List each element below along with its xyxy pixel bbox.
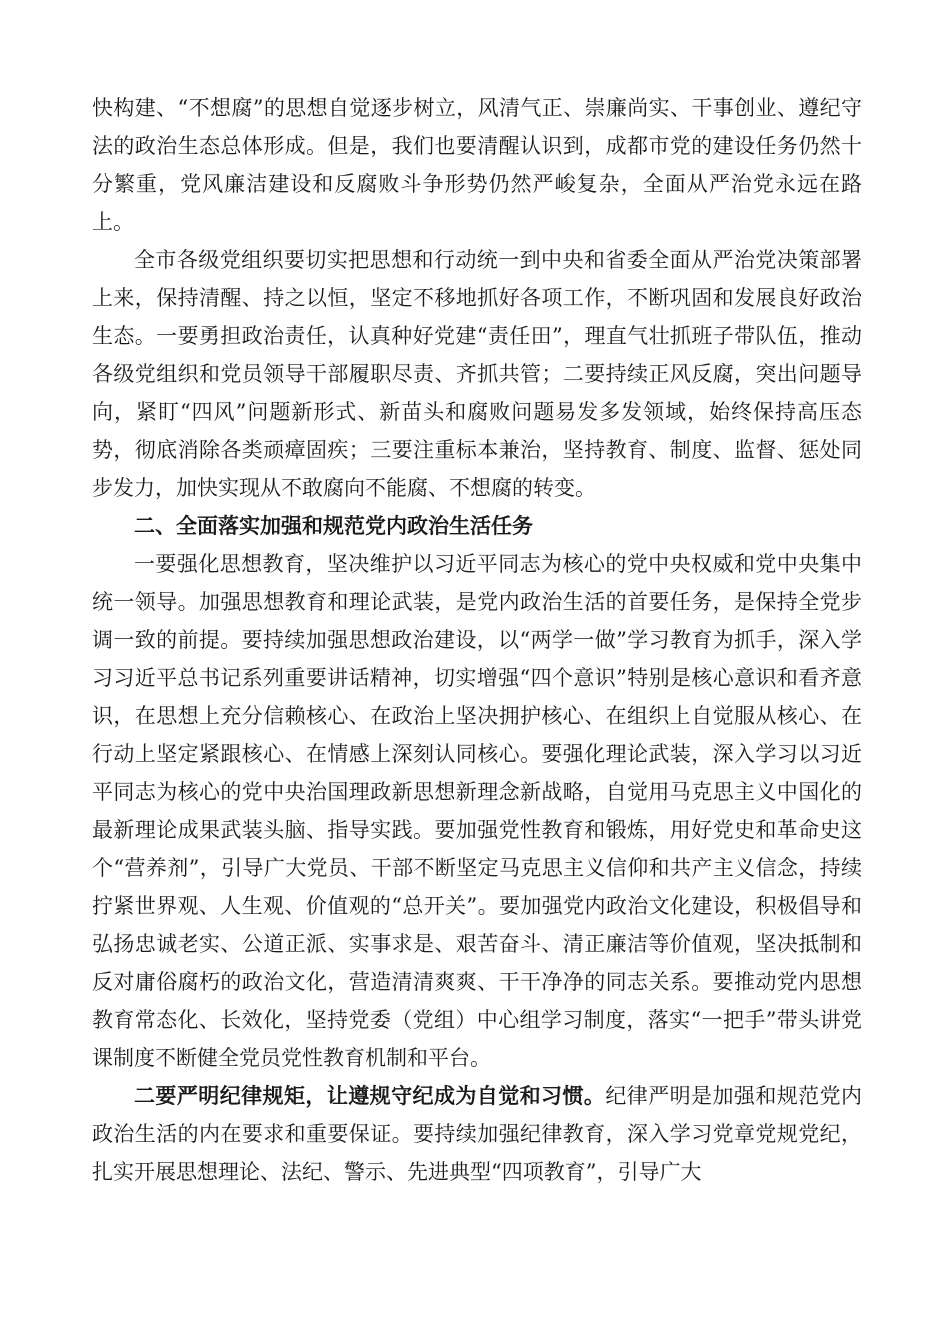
- document-body: [92, 89, 862, 1191]
- paragraph-lead-sentence: 二要严明纪律规矩，让遵规守纪成为自觉和习惯。: [134, 1084, 606, 1108]
- paragraph-body-text: 纪律严明是加强和规范党内政治生活的内在要求和重要保证。要持续加强纪律教育，深入学习党章党规党纪，扎实开展思想理论、法纪、警示、先进典型“四项教育”，引导广大: [92, 1084, 863, 1184]
- paragraph-discipline: [92, 1077, 862, 1191]
- paragraph-ideological-education: 一要强化思想教育，坚决维护以习近平同志为核心的党中央权威和党中央集中统一领导。加强思想教育和理论武装，是党内政治生活的首要任务，是保持全党步调一致的前提。要持续加强思想政治建设，以“两学一做”学习教育为抓手，深入学习习近平总书记系列重要讲话精神，切实增强“四个意识”特别是核心意识和看齐意识，在思想上充分信赖核心、在政治上坚决拥护核心、在组织上自觉服从核心、在行动上坚定紧跟核心、在情感上深刻认同核心。要强化理论武装，深入学习以习近平同志为核心的党中央治国理政新思想新理念新战略，自觉用马克思主义中国化的最新理论成果武装头脑、指导实践。要加强党性教育和锻炼，用好党史和革命史这个“营养剂”，引导广大党员、干部不断坚定马克思主义信仰和共产主义信念，持续拧紧世界观、人生观、价值观的“总开关”。要加强党内政治文化建设，积极倡导和弘扬忠诚老实、公道正派、实事求是、艰苦奋斗、清正廉洁等价值观，坚决抵制和反对庸俗腐朽的政治文化，营造清清爽爽、干干净净的同志关系。要推动党内思想教育常态化、长效化，坚持党委（党组）中心组学习制度，落实“一把手”带头讲党课制度不断健全党员党性教育机制和平台。: [92, 552, 862, 1070]
- section-heading-2: 二、全面落实加强和规范党内政治生活任务: [134, 514, 533, 538]
- paragraph-party-organizations: 全市各级党组织要切实把思想和行动统一到中央和省委全面从严治党决策部署上来，保持清醒、持之以恒，坚定不移地抓好各项工作，不断巩固和发展良好政治生态。一要勇担政治责任，认真种好党建“责任田”，理直气壮抓班子带队伍，推动各级党组织和党员领导干部履职尽责、齐抓共管；二要持续正风反腐，突出问题导向，紧盯“四风”问题新形式、新苗头和腐败问题易发多发领域，始终保持高压态势，彻底消除各类顽瘴固疾；三要注重标本兼治，坚持教育、制度、监督、惩处同步发力，加快实现从不敢腐向不能腐、不想腐的转变。: [92, 248, 862, 500]
- paragraph-continuation: 快构建、“不想腐”的思想自觉逐步树立，风清气正、崇廉尚实、干事创业、遵纪守法的政治生态总体形成。但是，我们也要清醒认识到，成都市党的建设任务仍然十分繁重，党风廉洁建设和反腐败斗争形势仍然严峻复杂，全面从严治党永远在路上。: [92, 96, 862, 234]
